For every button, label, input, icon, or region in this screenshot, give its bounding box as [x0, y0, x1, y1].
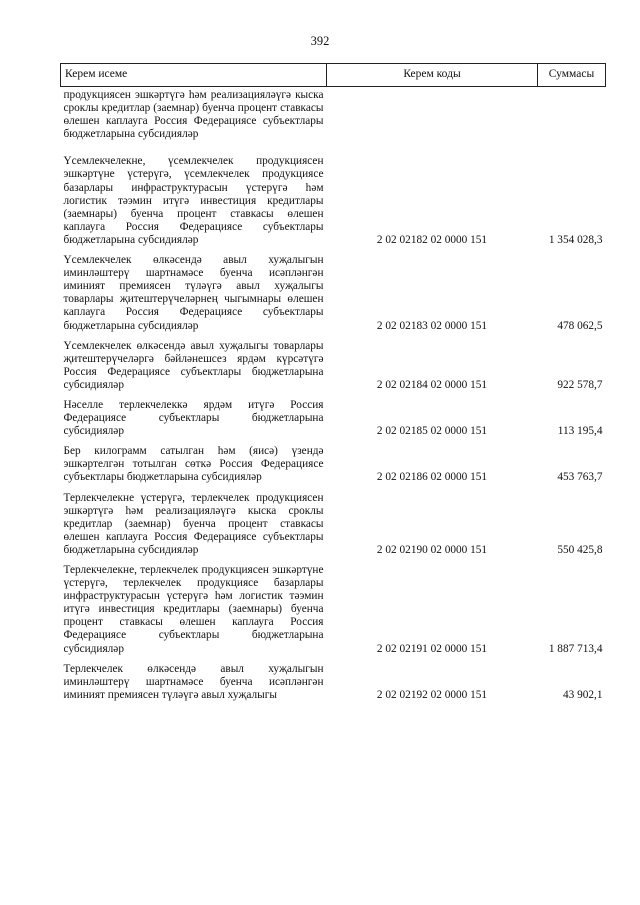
table-row — [61, 396, 606, 442]
item-amount: 1 354 028,3 — [548, 233, 603, 246]
item-code: 2 02 02192 02 0000 151 — [376, 688, 488, 701]
item-name: Нәселле терлекчелеккә ярдәм итүгә Россия Федерациясе субъектлары бюджетларына субсидияләр — [63, 398, 324, 438]
item-name: Терлекчелекне, терлекчелек продукциясен эшкәртүне үстерүгә, терлекчелек продукциясе базарлары инфраструктурасын үстерүгә һәм логистик тәэмин итүгә инвестиция кредитлары (заемнары) буенча процент ставкасы өлешен каплауга Россия Федерациясе субъектлары бюджетларына субсидияләр — [63, 564, 324, 655]
item-code: 2 02 02190 02 0000 151 — [376, 543, 488, 556]
item-name: Бер килограмм сатылган һәм (яисә) үзендә эшкәртелгән тотылган сөткә Россия Федерациясе субъектлары бюджетларына субсидияләр — [63, 445, 324, 484]
item-amount: 1 887 713,4 — [548, 642, 603, 655]
table-header-row — [61, 64, 606, 87]
item-amount: 43 902,1 — [562, 688, 603, 701]
table-row — [61, 660, 606, 706]
item-name: Үсемлекчелек өлкәсендә авыл хуҗалыгын иминләштерү шартнамәсе буенча исәпләнгән иминият премиясен түләүгә авыл хуҗалыгы товарлары җитештерүчеләрнең чыгымнары өлешен каплауга Россия Федерациясе субъектлары бюджетларына субсидияләр — [63, 254, 324, 332]
item-name: Үсемлекчелек өлкәсендә авыл хуҗалыгы товарлары җитештерүчеләргә бәйләнешсез ярдәм күрсәтүгә Россия Федерациясе субъектлары бюджетларына субсидияләр — [63, 339, 324, 391]
item-name: Терлекчелек өлкәсендә авыл хуҗалыгын иминләштерү шартнамәсе буенча исәпләнгән иминият премиясен түләүгә авыл хуҗалыгы — [63, 662, 324, 701]
table-row — [61, 442, 606, 488]
item-amount: 478 062,5 — [557, 319, 603, 332]
table-row — [61, 251, 606, 337]
table-row — [61, 145, 606, 251]
table-row — [61, 87, 606, 146]
item-code — [327, 87, 538, 146]
header-amount: Суммасы — [538, 64, 606, 87]
item-code: 2 02 02183 02 0000 151 — [376, 319, 488, 332]
table-row — [61, 561, 606, 660]
table-row — [61, 489, 606, 561]
header-item-name: Керем исеме — [61, 64, 327, 87]
item-amount — [538, 87, 606, 146]
budget-table — [60, 63, 606, 706]
item-name: продукциясен эшкәртүгә һәм реализацияләүгә кыска сроклы кредитлар (заемнар) буенча процент ставкасы өлешен каплауга Россия Федерациясе субъектлары бюджетларына субсидияләр — [63, 89, 324, 141]
item-code: 2 02 02191 02 0000 151 — [376, 642, 488, 655]
item-code: 2 02 02186 02 0000 151 — [376, 471, 488, 484]
item-code: 2 02 02184 02 0000 151 — [376, 378, 488, 391]
item-amount: 922 578,7 — [557, 378, 603, 391]
item-name: Терлекчелекне үстерүгә, терлекчелек продукциясен эшкәртүгә һәм реализацияләүгә кыска сроклы кредитлар (заемнар) буенча процент ставкасы өлешен каплауга Россия Федерациясе субъектлары бюджетларына субсидияләр — [63, 491, 324, 556]
item-name: Үсемлекчелекне, үсемлекчелек продукциясен эшкәртүне үстерүгә, үсемлекчелек продукциясе базарлары инфраструктурасын үстерүгә һәм логистик тәэмин итүгә инвестиция кредитлары (заемнары) буенча процент ставкасы өлешен каплауга Россия Федерациясе субъектлары бюджетларына субсидияләр — [63, 155, 324, 246]
item-code: 2 02 02182 02 0000 151 — [376, 233, 488, 246]
table-row — [61, 337, 606, 396]
item-amount: 453 763,7 — [557, 471, 603, 484]
item-code: 2 02 02185 02 0000 151 — [376, 425, 488, 438]
header-item-code: Керем коды — [327, 64, 538, 87]
item-amount: 113 195,4 — [557, 425, 603, 438]
item-amount: 550 425,8 — [557, 543, 603, 556]
page-number: 392 — [310, 34, 330, 48]
